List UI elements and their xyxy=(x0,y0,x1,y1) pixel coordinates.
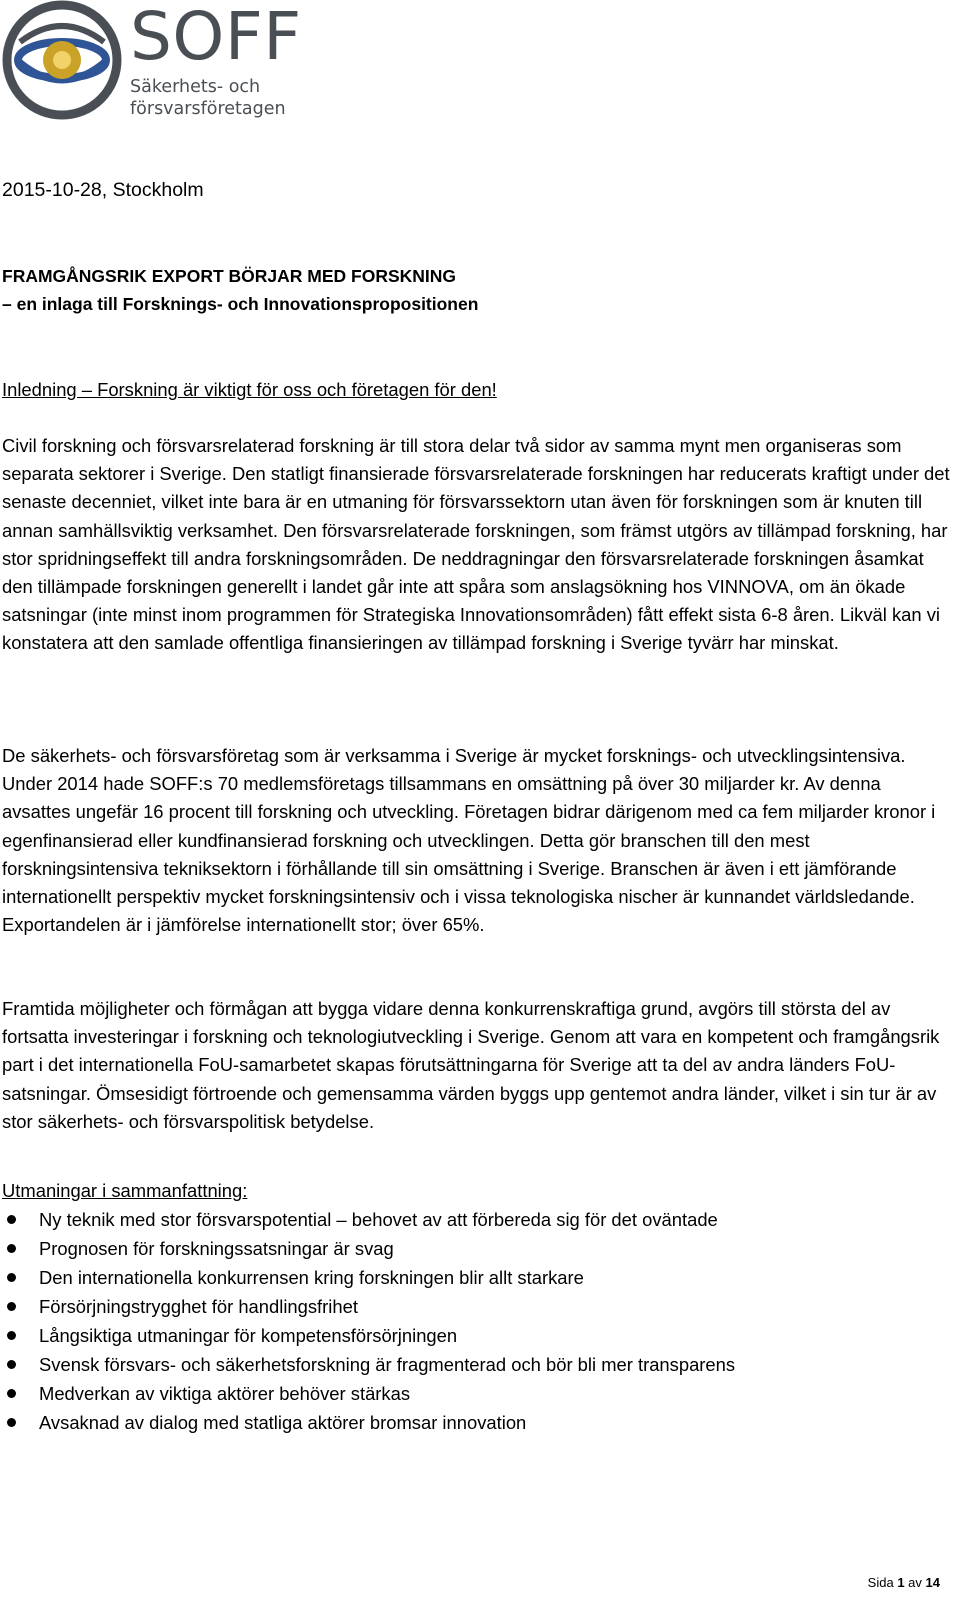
logo-wordmark: SOFF xyxy=(130,0,302,75)
bullet-icon xyxy=(7,1215,16,1224)
list-item xyxy=(0,1263,952,1292)
challenges-heading: Utmaningar i sammanfattning: xyxy=(2,1180,248,1201)
list-item-text: Medverkan av viktiga aktörer behöver stärkas xyxy=(39,1383,411,1404)
title-line-2: – en inlaga till Forsknings- och Innovationspropositionen xyxy=(2,294,479,314)
list-item-text: Avsaknad av dialog med statliga aktörer bromsar innovation xyxy=(39,1412,527,1433)
document-date: 2015-10-28, Stockholm xyxy=(2,179,204,201)
bullet-icon xyxy=(7,1389,16,1398)
bullet-icon xyxy=(7,1244,16,1253)
page-number xyxy=(868,1574,940,1592)
page-separator: av xyxy=(908,1575,922,1590)
list-item-text: Den internationella konkurrensen kring forskningen blir allt starkare xyxy=(39,1267,584,1288)
intro-heading: Inledning – Forskning är viktigt för oss och företagen för den! xyxy=(2,379,497,400)
document-title xyxy=(2,262,954,318)
list-item xyxy=(0,1292,952,1321)
page-prefix: Sida xyxy=(867,1575,894,1590)
challenges-list xyxy=(0,1205,952,1437)
list-item xyxy=(0,1408,952,1437)
bullet-icon xyxy=(7,1273,16,1282)
bullet-icon xyxy=(7,1331,16,1340)
bullet-icon xyxy=(7,1360,16,1369)
list-item-text: Svensk försvars- och säkerhetsforskning är fragmenterad och bör bli mer transparens xyxy=(39,1354,736,1375)
list-item xyxy=(0,1234,952,1263)
bullet-icon xyxy=(7,1418,16,1427)
list-item xyxy=(0,1205,952,1234)
bullet-icon xyxy=(7,1302,16,1311)
total-pages: 14 xyxy=(925,1575,940,1590)
list-item-text: Ny teknik med stor försvarspotential – behovet av att förbereda sig för det oväntade xyxy=(39,1209,718,1230)
list-item xyxy=(0,1350,952,1379)
list-item-text: Försörjningstrygghet för handlingsfrihet xyxy=(39,1296,358,1317)
soff-logo xyxy=(0,0,310,124)
list-item-text: Prognosen för forskningssatsningar är svag xyxy=(39,1238,394,1259)
list-item xyxy=(0,1321,952,1350)
current-page: 1 xyxy=(897,1575,905,1590)
paragraph-3: Framtida möjligheter och förmågan att bygga vidare denna konkurrenskraftiga grund, avgörs till största del av fortsatta investeringar i forskning och teknologiutveckling i Sverige. Genom att vara en kompetent och framgångsrik part i det internationella FoU-samarbetet skapas förutsättningarna för Sverige att ta del av andra länders FoU-satsningar. Ömsesidigt förtroende och gemensamma värden byggs upp gentemot andra länder, vilket i sin tur är av stor säkerhets- och försvarspolitisk betydelse. xyxy=(2,998,940,1132)
paragraph-2: De säkerhets- och försvarsföretag som är verksamma i Sverige är mycket forsknings- och utvecklingsintensiva. Under 2014 hade SOFF:s 70 medlemsföretags tillsammans en omsättning på över 30 miljarder kr. Av denna avsattes ungefär 16 procent till forskning och utveckling. Företagen bidrar därigenom med ca fem miljarder kronor i egenfinansierad eller kundfinansierad forskning och utvecklingen. Detta gör branschen till den mest forskningsintensiva tekniksektorn i förhållande till sin omsättning i Sverige. Branschen är även i ett jämförande internationellt perspektiv mycket forskningsintensiv och i vissa teknologiska nischer är kunnandet världsledande. Exportandelen är i jämförelse internationellt stor; över 65%. xyxy=(2,745,936,936)
list-item xyxy=(0,1379,952,1408)
title-line-1: FRAMGÅNGSRIK EXPORT BÖRJAR MED FORSKNING xyxy=(2,266,457,286)
logo-tagline-line2: försvarsföretagen xyxy=(130,99,286,119)
list-item-text: Långsiktiga utmaningar för kompetensförsörjningen xyxy=(39,1325,458,1346)
paragraph-1: Civil forskning och försvarsrelaterad forskning är till stora delar två sidor av samma mynt men organiseras som separata sektorer i Sverige. Den statligt finansierade försvarsrelaterade forskningen har reducerats kraftigt under det senaste decenniet, vilket inte bara är en utmaning för försvarssektorn utan även för forskningen som är knuten till annan samhällsviktig verksamhet. Den försvarsrelaterade forskningen, som främst utgörs av tillämpad forskning, har stor spridningseffekt till andra forskningsområden. De neddragningar den försvarsrelaterade forskningen åsamkat den tillämpade forskningen generellt i landet går inte att spåra som anslagsökning hos VINNOVA, om än ökade satsningar (inte minst inom programmen för Strategiska Innovationsområden) fått effekt sista 6-8 åren. Likväl kan vi konstatera att den samlade offentliga finansieringen av tillämpad forskning i Sverige tyvärr har minskat. xyxy=(2,435,950,654)
logo-tagline-line1: Säkerhets- och xyxy=(130,77,261,97)
globe-emblem-icon xyxy=(0,0,130,124)
